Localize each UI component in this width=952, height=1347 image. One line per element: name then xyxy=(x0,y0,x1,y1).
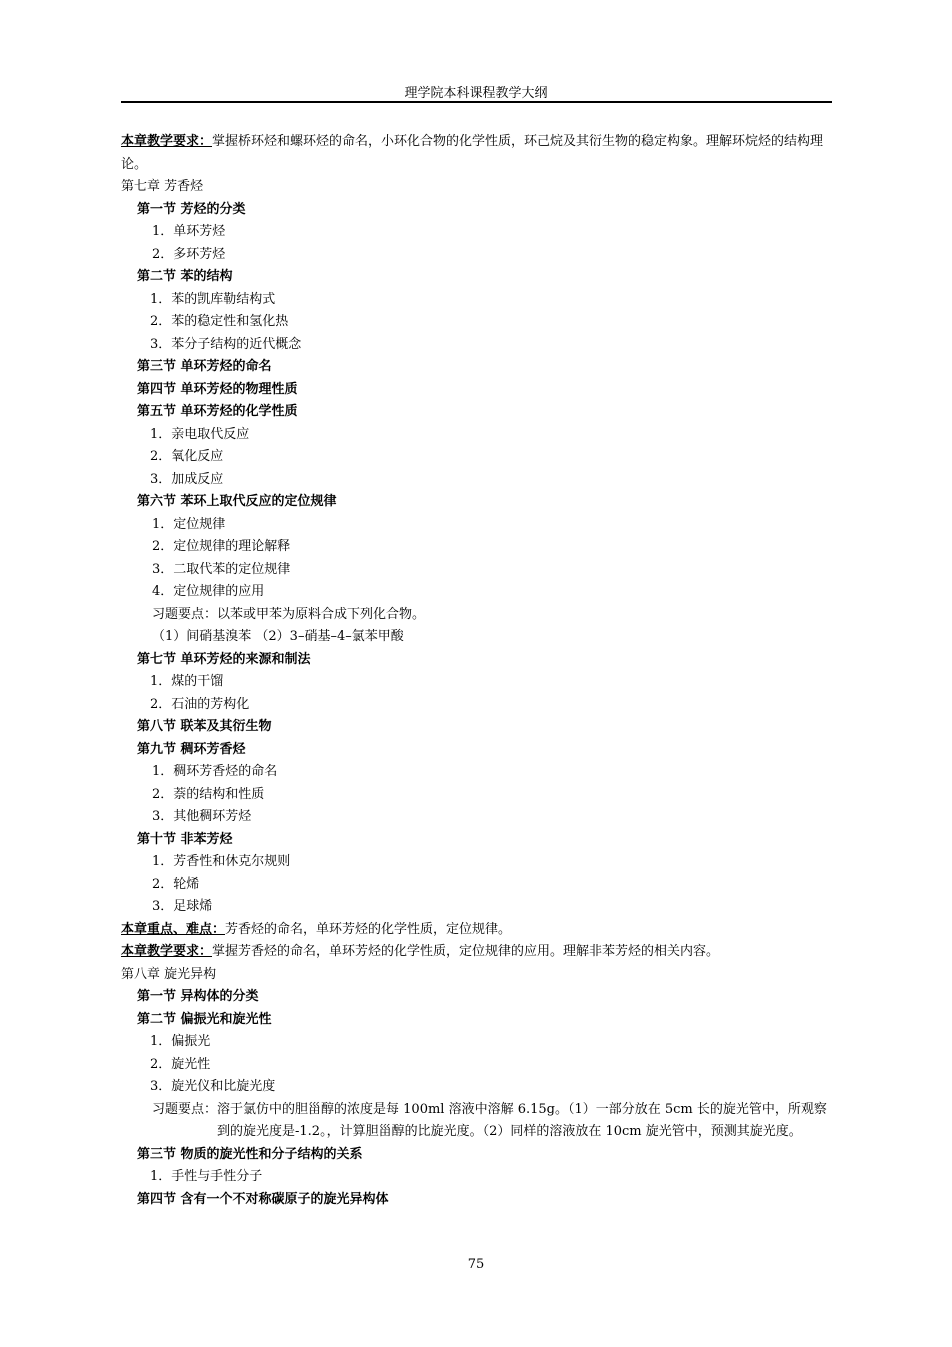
key-label: 本章重点、难点： xyxy=(121,921,226,937)
chapter7-title: 第七章 芳香烃 xyxy=(121,179,204,194)
list-item: 1．偏振光 xyxy=(150,1034,211,1049)
ch8-section2-title: 第二节 偏振光和旋光性 xyxy=(137,1011,272,1027)
ch8-exercise xyxy=(121,1099,833,1144)
exercise-label: 习题要点： xyxy=(152,1101,218,1117)
ch7-section7-title: 第七节 单环芳烃的来源和制法 xyxy=(137,651,311,667)
list-item: 1．稠环芳香烃的命名 xyxy=(152,764,278,779)
list-item: 4．定位规律的应用 xyxy=(152,584,265,599)
ch7-section1-title: 第一节 芳烃的分类 xyxy=(137,201,246,217)
ch7-key-points xyxy=(121,919,833,942)
ch8-section1-title: 第一节 异构体的分类 xyxy=(137,989,259,1004)
chapter8-title: 第八章 旋光异构 xyxy=(121,966,217,982)
ch7-section2-title: 第二节 苯的结构 xyxy=(137,269,233,284)
ch7-section9-title: 第九节 稠环芳香烃 xyxy=(137,741,246,757)
page-header: 理学院本科课程教学大纲 xyxy=(404,86,548,101)
list-item: 1．亲电取代反应 xyxy=(150,426,250,442)
ch7-section10-title: 第十节 非苯芳烃 xyxy=(137,831,233,847)
list-item: 1．苯的凯库勒结构式 xyxy=(150,291,276,307)
list-item: 2．多环芳烃 xyxy=(152,246,226,262)
list-item: 2．旋光性 xyxy=(150,1056,211,1072)
list-item: 2．萘的结构和性质 xyxy=(152,786,265,802)
list-item: 1．手性与手性分子 xyxy=(150,1169,263,1184)
exercise-text: 溶于氯仿中的胆甾醇的浓度是每 100ml 溶液中溶解 6.15g。（1）一部分放在 5cm 长的旋光管中，所观察到的旋光度是-1.2。，计算胆甾醇的比旋光度。（2）同样的溶液放在 10cm 旋光管中，预测其旋光度。 xyxy=(217,1101,827,1139)
list-item: 2．定位规律的理论解释 xyxy=(152,539,291,554)
list-item: 1．芳香性和休克尔规则 xyxy=(152,854,291,869)
ch7-section5-title: 第五节 单环芳烃的化学性质 xyxy=(137,404,298,419)
intro-text: 掌握桥环烃和螺环烃的命名，小环化合物的化学性质，环己烷及其衍生物的稳定构象。理解环烷烃的结构理论。 xyxy=(121,134,824,172)
document-body xyxy=(121,131,833,1211)
list-item: 1．定位规律 xyxy=(152,516,226,532)
list-item: 3．加成反应 xyxy=(150,471,224,487)
ch8-section3-title: 第三节 物质的旋光性和分子结构的关系 xyxy=(137,1146,363,1162)
header-rule xyxy=(121,101,832,103)
list-item: 2．轮烯 xyxy=(152,876,200,892)
list-item: 1．煤的干馏 xyxy=(150,674,224,689)
ch7-section3-title: 第三节 单环芳烃的命名 xyxy=(137,359,272,374)
page-number: 75 xyxy=(467,1257,485,1272)
ch8-section4-title: 第四节 含有一个不对称碳原子的旋光异构体 xyxy=(137,1191,389,1207)
list-item: 3．苯分子结构的近代概念 xyxy=(150,336,302,352)
requirements-label: 本章教学要求： xyxy=(121,944,213,959)
ch7-section6-title: 第六节 苯环上取代反应的定位规律 xyxy=(137,494,337,509)
intro-requirements xyxy=(121,131,833,176)
list-item: 3．其他稠环芳烃 xyxy=(152,809,252,824)
ch7-exercise-items: （1）间硝基溴苯 （2）3–硝基–4–氯苯甲酸 xyxy=(152,629,404,644)
list-item: 3．旋光仪和比旋光度 xyxy=(150,1079,276,1094)
list-item: 3．二取代苯的定位规律 xyxy=(152,561,291,577)
ch7-section8-title: 第八节 联苯及其衍生物 xyxy=(137,719,272,734)
list-item: 1．单环芳烃 xyxy=(152,224,226,239)
requirements-text: 掌握芳香烃的命名，单环芳烃的化学性质，定位规律的应用。理解非苯芳烃的相关内容。 xyxy=(212,944,720,959)
key-text: 芳香烃的命名，单环芳烃的化学性质，定位规律。 xyxy=(225,921,512,937)
ch7-requirements xyxy=(121,941,833,964)
list-item: 3．足球烯 xyxy=(152,899,213,914)
ch7-exercise: 习题要点：以苯或甲苯为原料合成下列化合物。 xyxy=(152,606,426,622)
intro-label: 本章教学要求： xyxy=(121,134,213,149)
list-item: 2．苯的稳定性和氢化热 xyxy=(150,314,289,329)
ch7-section4-title: 第四节 单环芳烃的物理性质 xyxy=(137,381,298,397)
list-item: 2．氧化反应 xyxy=(150,449,224,464)
list-item: 2．石油的芳构化 xyxy=(150,696,250,712)
